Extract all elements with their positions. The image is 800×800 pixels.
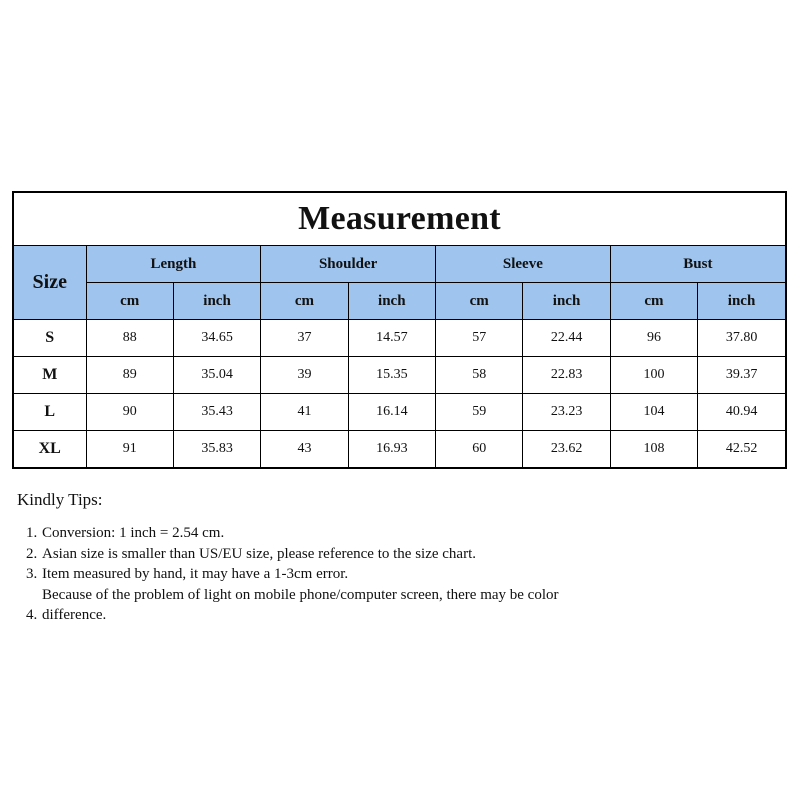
table-cell: 15.35 — [348, 357, 435, 394]
size-label: M — [14, 357, 86, 394]
chart-title: Measurement — [14, 193, 785, 246]
header-row-groups — [14, 246, 785, 283]
tip-item — [41, 585, 787, 626]
tip-item — [41, 564, 787, 585]
table-cell: 14.57 — [348, 320, 435, 357]
tip-item — [41, 544, 787, 565]
unit-header-inch: inch — [173, 283, 260, 320]
tips-list — [17, 523, 787, 626]
table-cell: 60 — [436, 431, 523, 468]
size-label: S — [14, 320, 86, 357]
unit-header-cm: cm — [86, 283, 173, 320]
table-cell: 91 — [86, 431, 173, 468]
tips-heading: Kindly Tips: — [17, 490, 103, 509]
table-cell: 35.43 — [173, 394, 260, 431]
table-cell: 104 — [610, 394, 697, 431]
unit-header-cm: cm — [436, 283, 523, 320]
table-cell: 23.62 — [523, 431, 610, 468]
tips-section — [17, 490, 787, 626]
table-cell: 16.14 — [348, 394, 435, 431]
table-cell: 39 — [261, 357, 348, 394]
table-cell: 37 — [261, 320, 348, 357]
table-row — [14, 320, 785, 357]
table-cell: 88 — [86, 320, 173, 357]
table-cell: 22.44 — [523, 320, 610, 357]
table-cell: 39.37 — [698, 357, 785, 394]
table-cell: 16.93 — [348, 431, 435, 468]
unit-header-inch: inch — [348, 283, 435, 320]
group-header-shoulder: Shoulder — [261, 246, 436, 283]
tip-item — [41, 523, 787, 544]
table-cell: 34.65 — [173, 320, 260, 357]
size-header: Size — [14, 246, 86, 320]
table-cell: 37.80 — [698, 320, 785, 357]
group-header-bust: Bust — [610, 246, 785, 283]
unit-header-inch: inch — [523, 283, 610, 320]
header-row-units — [14, 283, 785, 320]
table-cell: 108 — [610, 431, 697, 468]
size-chart — [12, 191, 787, 469]
table-cell: 40.94 — [698, 394, 785, 431]
tip-text: Asian size is smaller than US/EU size, please reference to the size chart. — [42, 545, 476, 562]
table-cell: 58 — [436, 357, 523, 394]
table-cell: 90 — [86, 394, 173, 431]
size-label: L — [14, 394, 86, 431]
table-cell: 43 — [261, 431, 348, 468]
table-row — [14, 357, 785, 394]
tip-text: Conversion: 1 inch = 2.54 cm. — [42, 525, 225, 541]
table-cell: 59 — [436, 394, 523, 431]
group-header-sleeve: Sleeve — [436, 246, 611, 283]
table-cell: 89 — [86, 357, 173, 394]
tip-text: Item measured by hand, it may have a 1-3cm error. — [42, 566, 349, 582]
table-row — [14, 394, 785, 431]
table-cell: 96 — [610, 320, 697, 357]
table-cell: 41 — [261, 394, 348, 431]
table-cell: 42.52 — [698, 431, 785, 468]
unit-header-cm: cm — [261, 283, 348, 320]
group-header-length: Length — [86, 246, 261, 283]
tip-text: Because of the problem of light on mobile phone/computer screen, there may be color difference. — [42, 586, 559, 623]
size-table — [14, 246, 785, 467]
table-cell: 100 — [610, 357, 697, 394]
table-cell: 22.83 — [523, 357, 610, 394]
table-cell: 57 — [436, 320, 523, 357]
table-row — [14, 431, 785, 468]
unit-header-inch: inch — [698, 283, 785, 320]
size-label: XL — [14, 431, 86, 468]
table-cell: 23.23 — [523, 394, 610, 431]
table-cell: 35.83 — [173, 431, 260, 468]
unit-header-cm: cm — [610, 283, 697, 320]
table-cell: 35.04 — [173, 357, 260, 394]
